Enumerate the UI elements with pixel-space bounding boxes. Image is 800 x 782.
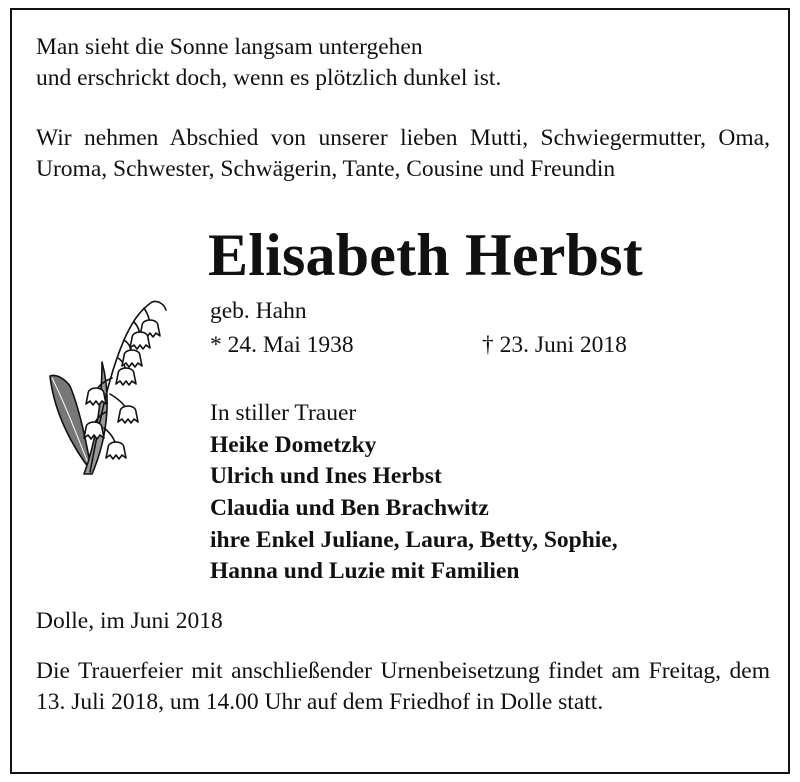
motto	[36, 32, 770, 94]
mourner-name: Ulrich und Ines Herbst	[210, 463, 442, 489]
mourner-name: Claudia und Ben Brachwitz	[210, 495, 489, 521]
farewell-text: Wir nehmen Abschied von unserer lieben Mutti, Schwiegermutter, Oma, Uroma, Schwester, Schwägerin, Tante, Cousine und Freundin	[36, 125, 770, 182]
funeral-details: Die Trauerfeier mit anschließender Urnenbeisetzung findet am Freitag, dem 13. Juli 2018, um 14.00 Uhr auf dem Friedhof in Dolle statt.	[36, 658, 770, 715]
birth-date: * 24. Mai 1938	[210, 332, 354, 358]
obituary-notice	[10, 8, 790, 774]
mourner-name: Heike Dometzky	[210, 432, 377, 458]
mourner-name: ihre Enkel Juliane, Laura, Betty, Sophie,	[210, 527, 618, 553]
lily-of-the-valley-icon	[40, 282, 170, 478]
place-date: Dolle, im Juni 2018	[36, 608, 223, 634]
motto-line-2: und erschrickt doch, wenn es plötzlich dunkel ist.	[36, 65, 502, 91]
mourner-name: Hanna und Luzie mit Familien	[210, 558, 520, 584]
mourning-intro: In stiller Trauer	[210, 400, 357, 426]
death-date: † 23. Juni 2018	[482, 332, 627, 358]
deceased-name: Elisabeth Herbst	[208, 222, 643, 288]
motto-line-1: Man sieht die Sonne langsam untergehen	[36, 34, 423, 60]
birth-name: geb. Hahn	[210, 298, 307, 324]
